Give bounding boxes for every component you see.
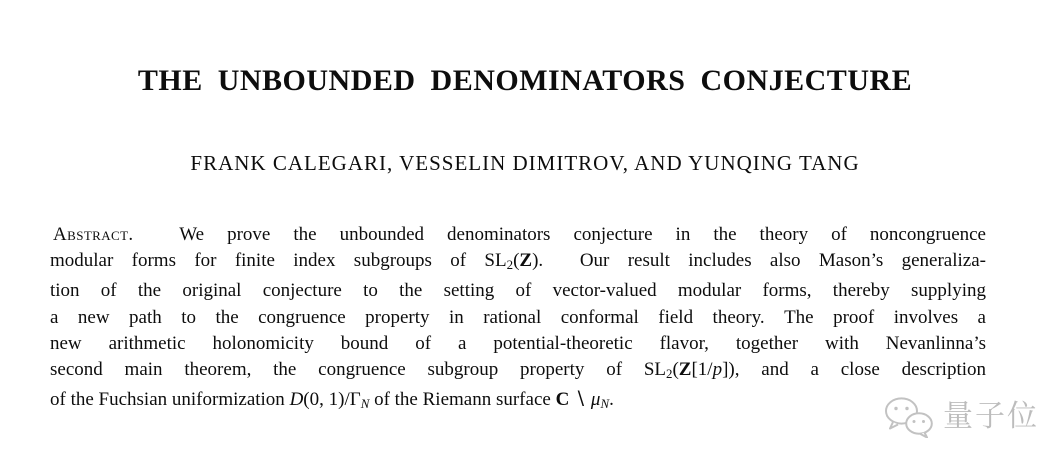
abstract-text: tion of the original conjecture to the setting of vector-valued modular forms, thereby supplying — [50, 280, 986, 302]
abstract-line — [50, 248, 986, 278]
abstract-line — [50, 222, 986, 248]
paper-authors: FRANK CALEGARI, VESSELIN DIMITROV, AND YUNQING TANG — [190, 151, 860, 175]
abstract-text: (0, 1)/Γ — [303, 389, 361, 411]
abstract-text: D — [289, 389, 304, 411]
abstract-text: second main theorem, the congruence subgroup property of SL — [50, 359, 666, 381]
paper-title: THE UNBOUNDED DENOMINATORS CONJECTURE — [137, 64, 913, 97]
abstract-text: N — [600, 396, 610, 412]
abstract-text: of the Riemann surface — [369, 389, 556, 411]
abstract-text: Z — [519, 250, 533, 272]
abstract-text: new arithmetic holonomicity bound of a potential-theoretic flavor, together with Nevanlinna’s — [50, 333, 986, 355]
abstract-text: C — [555, 389, 570, 411]
abstract-text: ( — [513, 250, 520, 272]
wechat-icon — [882, 396, 936, 438]
abstract-text: μ — [590, 389, 601, 411]
abstract-line — [50, 305, 986, 331]
abstract-line — [50, 278, 986, 304]
abstract-text: We prove the unbounded denominators conjecture in the theory of noncongruence — [133, 224, 986, 245]
watermark — [882, 396, 1039, 438]
watermark-label: 量子位 — [943, 400, 1039, 433]
abstract-text: N — [360, 396, 370, 412]
abstract-line — [50, 331, 986, 357]
abstract-line — [50, 387, 986, 417]
abstract-text: of the Fuchsian uniformization — [50, 389, 290, 411]
abstract-text: ]), and a close description — [722, 359, 986, 381]
abstract-text: modular forms for finite index subgroups of SL — [50, 250, 507, 272]
abstract-line — [50, 357, 986, 387]
abstract-label: Abstract. — [53, 224, 134, 245]
abstract-text: Z — [678, 359, 692, 381]
abstract-text: ∖ — [569, 389, 591, 411]
abstract — [50, 222, 986, 418]
abstract-text: 2 — [666, 366, 673, 382]
abstract-text: ( — [672, 359, 679, 381]
abstract-text: [1/ — [691, 359, 713, 381]
abstract-text: . — [609, 389, 614, 411]
abstract-text: a new path to the congruence property in rational conformal field theory. The proof involves a — [50, 306, 986, 328]
abstract-text: p — [712, 359, 723, 381]
abstract-text: 2 — [506, 257, 514, 273]
abstract-text: ). Our result includes also Mason’s generaliza- — [532, 250, 986, 272]
